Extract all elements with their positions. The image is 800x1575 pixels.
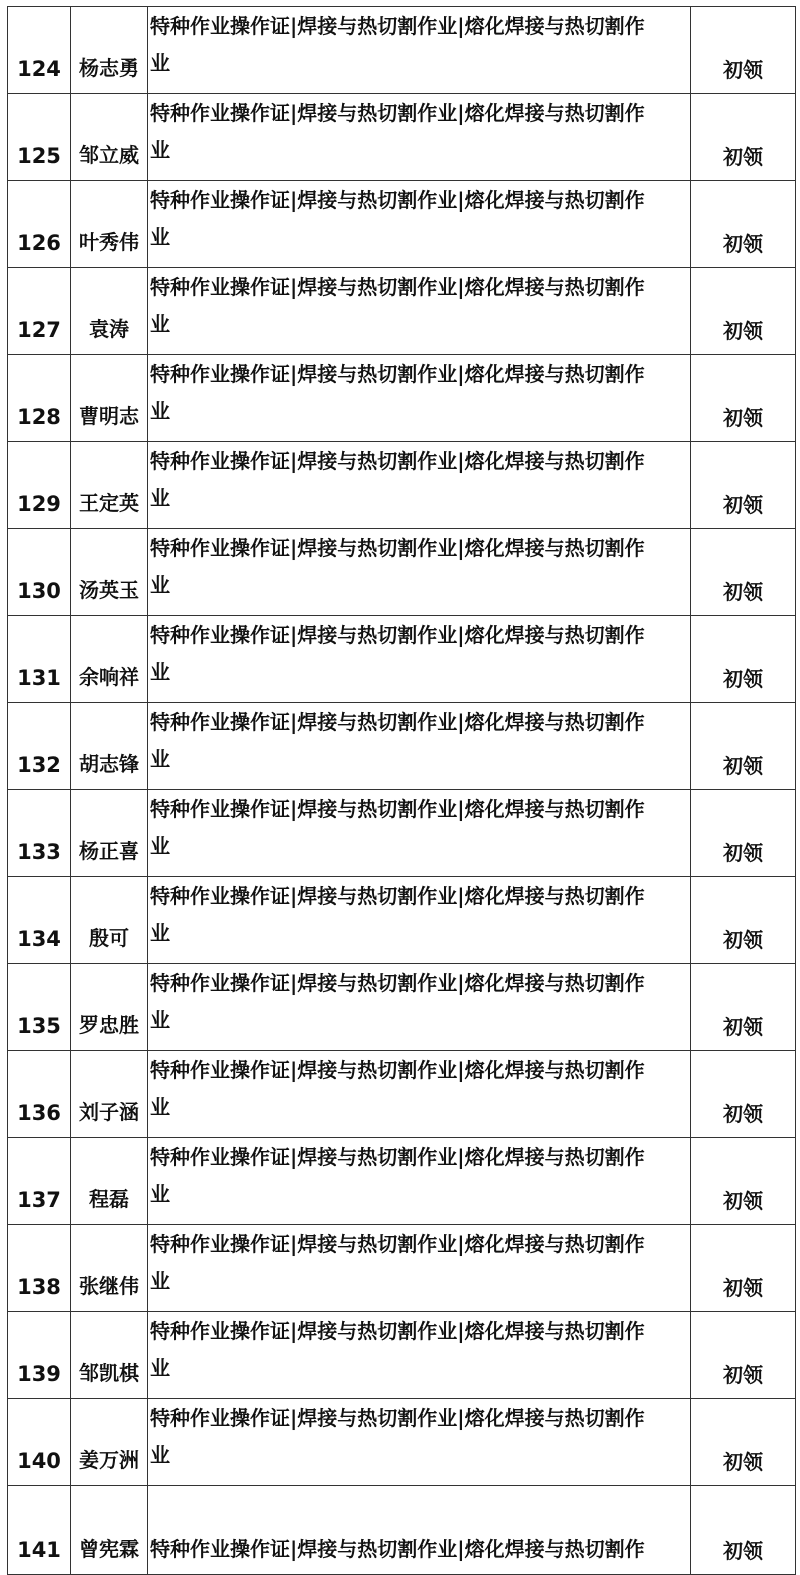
row-number: 132 xyxy=(8,703,71,790)
person-name: 曾宪霖 xyxy=(71,1486,148,1575)
row-number: 138 xyxy=(8,1225,71,1312)
certificate-type xyxy=(148,964,691,1051)
certificate-type xyxy=(148,529,691,616)
certificate-type xyxy=(148,355,691,442)
person-name: 袁涛 xyxy=(71,268,148,355)
certificate-type xyxy=(148,181,691,268)
person-name: 叶秀伟 xyxy=(71,181,148,268)
table-row xyxy=(8,529,796,616)
row-number: 139 xyxy=(8,1312,71,1399)
person-name: 胡志锋 xyxy=(71,703,148,790)
issue-status: 初领 xyxy=(691,268,796,355)
certificate-type xyxy=(148,1399,691,1486)
person-name: 邹立威 xyxy=(71,94,148,181)
certificate-text-line2: 业 xyxy=(150,486,170,510)
certificate-text-line1: 特种作业操作证|焊接与热切割作业|熔化焊接与热切割作 xyxy=(150,101,645,125)
person-name: 余响祥 xyxy=(71,616,148,703)
issue-status: 初领 xyxy=(691,1312,796,1399)
certificate-type xyxy=(148,1486,691,1575)
certificate-text-line1: 特种作业操作证|焊接与热切割作业|熔化焊接与热切割作 xyxy=(150,14,645,38)
person-name: 殷可 xyxy=(71,877,148,964)
table-row xyxy=(8,7,796,94)
certificate-text-line1: 特种作业操作证|焊接与热切割作业|熔化焊接与热切割作 xyxy=(150,1319,645,1343)
certificate-text-line2: 业 xyxy=(150,921,170,945)
certificate-type xyxy=(148,703,691,790)
person-name: 刘子涵 xyxy=(71,1051,148,1138)
certificate-type xyxy=(148,790,691,877)
certificate-text-line2: 业 xyxy=(150,1095,170,1119)
person-name: 杨正喜 xyxy=(71,790,148,877)
person-name: 程磊 xyxy=(71,1138,148,1225)
table-row xyxy=(8,703,796,790)
certificate-text-line1: 特种作业操作证|焊接与热切割作业|熔化焊接与热切割作 xyxy=(150,710,645,734)
certificate-type xyxy=(148,1051,691,1138)
table-row xyxy=(8,790,796,877)
certificate-text-line2: 业 xyxy=(150,1269,170,1293)
issue-status: 初领 xyxy=(691,1225,796,1312)
certificate-text-line1: 特种作业操作证|焊接与热切割作业|熔化焊接与热切割作 xyxy=(150,188,645,212)
certificate-text-line2: 业 xyxy=(150,138,170,162)
person-name: 邹凯棋 xyxy=(71,1312,148,1399)
person-name: 王定英 xyxy=(71,442,148,529)
certificate-text-line2: 业 xyxy=(150,312,170,336)
person-name: 姜万洲 xyxy=(71,1399,148,1486)
certificate-type xyxy=(148,1138,691,1225)
person-name: 杨志勇 xyxy=(71,7,148,94)
certificate-type xyxy=(148,268,691,355)
row-number: 141 xyxy=(8,1486,71,1575)
issue-status: 初领 xyxy=(691,355,796,442)
row-number: 131 xyxy=(8,616,71,703)
person-name: 张继伟 xyxy=(71,1225,148,1312)
certificate-type xyxy=(148,1225,691,1312)
certificate-text-line2: 业 xyxy=(150,1008,170,1032)
certificate-table xyxy=(7,6,796,1575)
row-number: 127 xyxy=(8,268,71,355)
certificate-text-line1: 特种作业操作证|焊接与热切割作业|熔化焊接与热切割作 xyxy=(150,971,645,995)
certificate-text-line1: 特种作业操作证|焊接与热切割作业|熔化焊接与热切割作 xyxy=(150,1537,645,1561)
table-row xyxy=(8,877,796,964)
table-row xyxy=(8,94,796,181)
row-number: 135 xyxy=(8,964,71,1051)
table-row xyxy=(8,616,796,703)
certificate-text-line1: 特种作业操作证|焊接与热切割作业|熔化焊接与热切割作 xyxy=(150,1232,645,1256)
issue-status: 初领 xyxy=(691,1486,796,1575)
row-number: 125 xyxy=(8,94,71,181)
certificate-text-line1: 特种作业操作证|焊接与热切割作业|熔化焊接与热切割作 xyxy=(150,623,645,647)
table-row xyxy=(8,268,796,355)
certificate-type xyxy=(148,616,691,703)
issue-status: 初领 xyxy=(691,790,796,877)
certificate-text-line1: 特种作业操作证|焊接与热切割作业|熔化焊接与热切割作 xyxy=(150,1145,645,1169)
certificate-text-line1: 特种作业操作证|焊接与热切割作业|熔化焊接与热切割作 xyxy=(150,362,645,386)
table-row xyxy=(8,442,796,529)
table-row xyxy=(8,1312,796,1399)
certificate-text-line1: 特种作业操作证|焊接与热切割作业|熔化焊接与热切割作 xyxy=(150,797,645,821)
issue-status: 初领 xyxy=(691,7,796,94)
certificate-type xyxy=(148,877,691,964)
issue-status: 初领 xyxy=(691,1051,796,1138)
row-number: 130 xyxy=(8,529,71,616)
row-number: 124 xyxy=(8,7,71,94)
table-row xyxy=(8,1399,796,1486)
certificate-text-line1: 特种作业操作证|焊接与热切割作业|熔化焊接与热切割作 xyxy=(150,536,645,560)
row-number: 140 xyxy=(8,1399,71,1486)
certificate-text-line1: 特种作业操作证|焊接与热切割作业|熔化焊接与热切割作 xyxy=(150,1406,645,1430)
issue-status: 初领 xyxy=(691,529,796,616)
row-number: 136 xyxy=(8,1051,71,1138)
certificate-type xyxy=(148,94,691,181)
certificate-type xyxy=(148,1312,691,1399)
issue-status: 初领 xyxy=(691,442,796,529)
row-number: 133 xyxy=(8,790,71,877)
table-row xyxy=(8,1225,796,1312)
issue-status: 初领 xyxy=(691,703,796,790)
issue-status: 初领 xyxy=(691,1399,796,1486)
issue-status: 初领 xyxy=(691,964,796,1051)
table-row xyxy=(8,1138,796,1225)
certificate-text-line2: 业 xyxy=(150,1356,170,1380)
table-row xyxy=(8,1486,796,1575)
certificate-text-line1: 特种作业操作证|焊接与热切割作业|熔化焊接与热切割作 xyxy=(150,449,645,473)
issue-status: 初领 xyxy=(691,1138,796,1225)
row-number: 137 xyxy=(8,1138,71,1225)
certificate-type xyxy=(148,442,691,529)
table-row xyxy=(8,1051,796,1138)
certificate-text-line2: 业 xyxy=(150,225,170,249)
person-name: 罗忠胜 xyxy=(71,964,148,1051)
issue-status: 初领 xyxy=(691,94,796,181)
issue-status: 初领 xyxy=(691,616,796,703)
certificate-text-line1: 特种作业操作证|焊接与热切割作业|熔化焊接与热切割作 xyxy=(150,275,645,299)
table-row xyxy=(8,181,796,268)
certificate-text-line2: 业 xyxy=(150,1443,170,1467)
certificate-text-line1: 特种作业操作证|焊接与热切割作业|熔化焊接与热切割作 xyxy=(150,1058,645,1082)
certificate-text-line1: 特种作业操作证|焊接与热切割作业|熔化焊接与热切割作 xyxy=(150,884,645,908)
certificate-text-line2: 业 xyxy=(150,747,170,771)
issue-status: 初领 xyxy=(691,877,796,964)
certificate-text-line2: 业 xyxy=(150,573,170,597)
certificate-text-line2: 业 xyxy=(150,1182,170,1206)
certificate-text-line2: 业 xyxy=(150,399,170,423)
row-number: 128 xyxy=(8,355,71,442)
certificate-text-line2: 业 xyxy=(150,51,170,75)
row-number: 126 xyxy=(8,181,71,268)
certificate-type xyxy=(148,7,691,94)
certificate-text-line2: 业 xyxy=(150,660,170,684)
table-row xyxy=(8,964,796,1051)
certificate-text-line2: 业 xyxy=(150,834,170,858)
issue-status: 初领 xyxy=(691,181,796,268)
row-number: 134 xyxy=(8,877,71,964)
person-name: 汤英玉 xyxy=(71,529,148,616)
table-row xyxy=(8,355,796,442)
row-number: 129 xyxy=(8,442,71,529)
person-name: 曹明志 xyxy=(71,355,148,442)
